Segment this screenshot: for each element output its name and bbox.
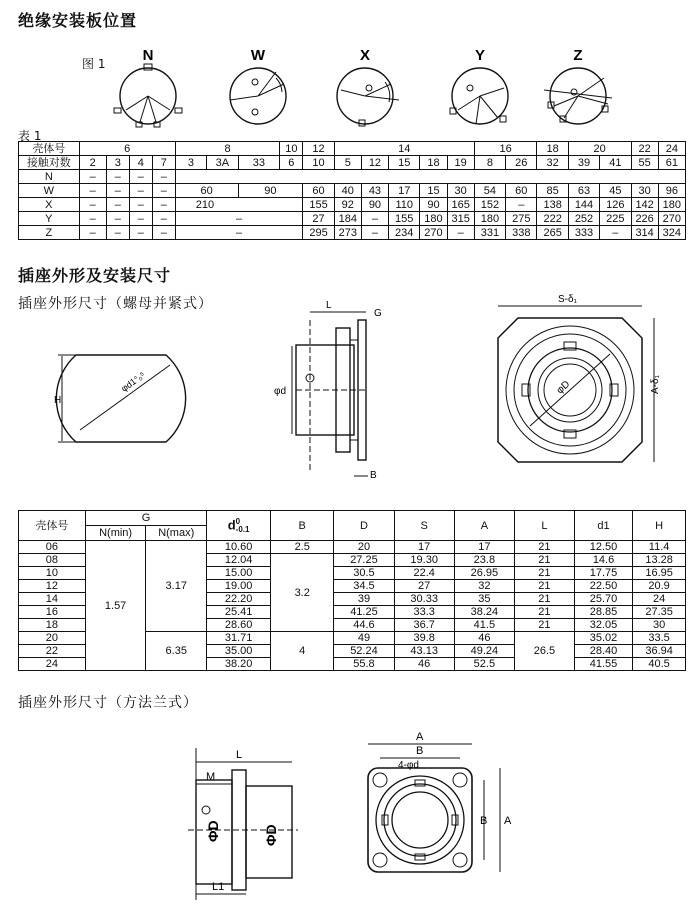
subsection-title-flange: 插座外形尺寸（方法兰式） xyxy=(18,695,198,711)
flange-holes-label: 4-φd xyxy=(398,760,419,771)
g-label: G xyxy=(374,308,382,319)
insulator-position-diagrams xyxy=(100,44,620,136)
g-col-header: G xyxy=(85,511,206,526)
table1-contacts-row: 接触对数 2 3 4 7 3 3A 33 6 10 5 12 15 18 19 8 26 32 39 41 55 61 xyxy=(19,156,686,170)
flange-l-label: L xyxy=(236,749,243,761)
table-row: 10 15.00 30.5 22.4 26.95 21 17.75 16.95 xyxy=(19,567,686,580)
flange-phi-d2-label: ΦD xyxy=(263,824,279,846)
table2-header-row-1: 壳体号 G d0 -0.1 B D S A L d1 H xyxy=(19,511,686,526)
table1-row-x: X – – – – 210 155 92 90 110 90 165 152 – 138 144 126 142 180 xyxy=(19,198,686,212)
flange-type-drawings xyxy=(180,730,510,905)
position-n-diagram xyxy=(114,47,182,127)
table-row: 20 6.35 31.71 4 49 39.8 46 26.5 35.02 33.5 xyxy=(19,632,686,645)
table-row: 16 25.41 41.25 33.3 38.24 21 28.85 27.35 xyxy=(19,606,686,619)
section-title-insulator-position: 绝缘安装板位置 xyxy=(18,11,138,30)
position-y-label: Y xyxy=(474,47,486,64)
flange-a-top-label: A xyxy=(416,731,424,743)
table1-row-n: N – – – – xyxy=(19,170,686,184)
table-row: 14 22.20 39 30.33 35 21 25.70 24 xyxy=(19,593,686,606)
table1-shell-row: 壳体号 6 8 10 12 14 16 18 20 22 24 xyxy=(19,142,686,156)
position-n-label: N xyxy=(142,47,154,64)
position-w-label: W xyxy=(250,47,266,64)
section-title-outline: 插座外形及安装尺寸 xyxy=(18,266,172,285)
h-label: H xyxy=(54,395,62,406)
figure-label: 图 1 xyxy=(82,57,106,71)
table-row: 06 1.57 3.17 10.60 2.5 20 17 17 21 12.50 11.4 xyxy=(19,541,686,554)
flange-side-view xyxy=(188,748,298,900)
flange-l1-label: L1 xyxy=(212,881,225,893)
table-row: 24 38.20 55.8 46 52.5 41.55 40.5 xyxy=(19,658,686,671)
phi-d-label: φd xyxy=(274,386,287,397)
table-row: 18 28.60 44.6 36.7 41.5 21 32.05 30 xyxy=(19,619,686,632)
table-row: 08 12.04 3.2 27.25 19.30 23.8 21 14.6 13.28 xyxy=(19,554,686,567)
table1-row-z: Z – – – – – 295 273 – 234 270 – 331 338 265 333 – 314 324 xyxy=(19,226,686,240)
mounting-hole-drawing xyxy=(54,355,186,442)
flange-phi-d1-label: ΦD xyxy=(205,820,221,842)
nut-type-dimension-table xyxy=(18,510,686,671)
d1-label: φd1°₀⁵ xyxy=(119,369,147,394)
nut-front-view xyxy=(498,294,661,462)
position-z-diagram xyxy=(544,47,612,124)
table-row: 22 35.00 52.24 43.13 49.24 28.40 36.94 xyxy=(19,645,686,658)
a-label: A-δ₁ xyxy=(650,375,661,394)
position-x-diagram xyxy=(337,47,399,126)
table-row: 12 19.00 34.5 27 32 21 22.50 20.9 xyxy=(19,580,686,593)
s-label: S-δ₁ xyxy=(558,294,577,305)
position-w-diagram xyxy=(230,47,286,124)
subsection-title-nut: 插座外形尺寸（螺母并紧式） xyxy=(18,296,213,312)
nut-type-drawings xyxy=(40,294,680,500)
l-label: L xyxy=(326,300,332,311)
d-col-header: d0 -0.1 xyxy=(207,511,271,541)
table1-row-w: W – – – – 60 90 60 40 43 17 15 30 54 60 85 63 45 30 96 xyxy=(19,184,686,198)
position-y-diagram xyxy=(450,47,508,124)
shell-col-header: 壳体号 xyxy=(19,511,86,541)
phi-d-front-label: φD xyxy=(554,378,573,397)
flange-m-label: M xyxy=(206,771,216,783)
position-x-label: X xyxy=(359,47,371,64)
b-label: B xyxy=(370,470,377,481)
flange-front-view xyxy=(368,731,512,872)
nut-side-view xyxy=(274,300,382,481)
flange-b-right-label: B xyxy=(480,815,488,827)
position-z-label: Z xyxy=(573,47,583,64)
flange-b-top-label: B xyxy=(416,745,424,757)
table1-row-y: Y – – – – – 27 184 – 155 180 315 180 275 222 252 225 226 270 xyxy=(19,212,686,226)
contacts-header: 接触对数 xyxy=(19,156,80,170)
insulator-angle-table xyxy=(18,141,686,240)
shell-header: 壳体号 xyxy=(19,142,80,156)
table1-caption: 表 1 xyxy=(18,129,42,143)
flange-a-right-label: A xyxy=(504,815,512,827)
table2-header-row-2: N(min) N(max) xyxy=(19,526,686,541)
